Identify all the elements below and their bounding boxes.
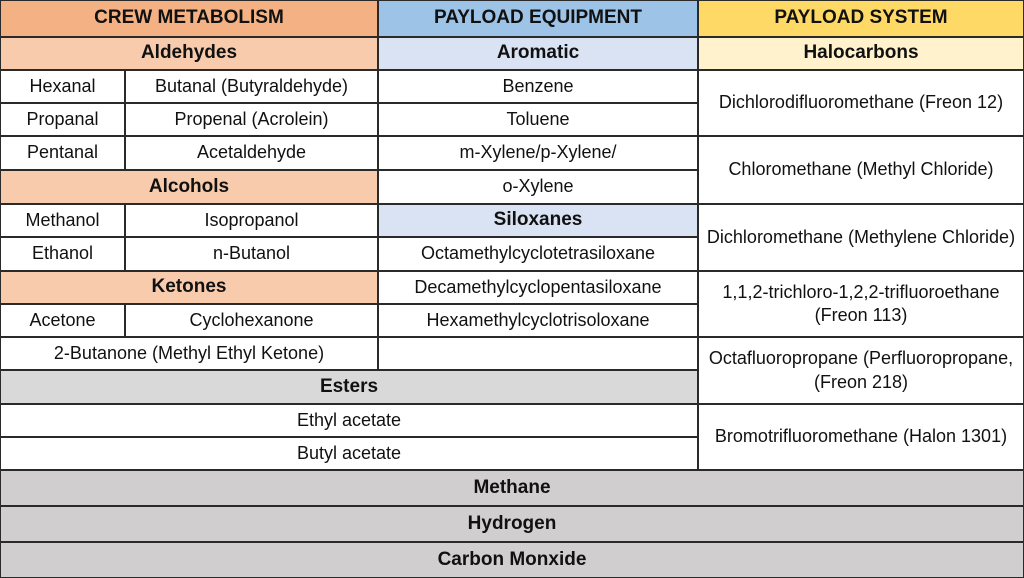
- aromatic-cell: Benzene: [378, 70, 698, 103]
- aromatic-heading: Aromatic: [378, 37, 698, 70]
- siloxane-cell: Decamethylcyclopentasiloxane: [378, 271, 698, 304]
- aldehydes-heading: Aldehydes: [0, 37, 378, 70]
- halocarbon-cell: 1,1,2-trichloro-1,2,2-trifluoroethane (Freon 113): [698, 271, 1024, 337]
- siloxane-cell: Octamethylcyclotetrasiloxane: [378, 237, 698, 271]
- aldehyde-cell: Propanal: [0, 103, 125, 136]
- aldehyde-cell: Acetaldehyde: [125, 136, 378, 170]
- empty-cell: [378, 337, 698, 370]
- ketones-heading: Ketones: [0, 271, 378, 304]
- halocarbon-cell: Dichlorodifluoromethane (Freon 12): [698, 70, 1024, 136]
- aldehyde-cell: Pentanal: [0, 136, 125, 170]
- footer-row-hydrogen: Hydrogen: [0, 506, 1024, 542]
- alcohol-cell: Methanol: [0, 204, 125, 237]
- halocarbon-cell: Chloromethane (Methyl Chloride): [698, 136, 1024, 204]
- siloxanes-heading: Siloxanes: [378, 204, 698, 237]
- halocarbon-cell: Octafluoropropane (Perfluoropropane, (Freon 218): [698, 337, 1024, 404]
- halocarbon-cell: Bromotrifluoromethane (Halon 1301): [698, 404, 1024, 470]
- header-payload-system: PAYLOAD SYSTEM: [698, 0, 1024, 37]
- ketone-wide-cell: 2-Butanone (Methyl Ethyl Ketone): [0, 337, 378, 370]
- footer-row-methane: Methane: [0, 470, 1024, 506]
- halocarbons-heading: Halocarbons: [698, 37, 1024, 70]
- esters-heading: Esters: [0, 370, 698, 404]
- footer-row-carbon-monoxide: Carbon Monxide: [0, 542, 1024, 578]
- ester-cell: Butyl acetate: [0, 437, 698, 470]
- header-payload-equipment: PAYLOAD EQUIPMENT: [378, 0, 698, 37]
- siloxane-cell: Hexamethylcyclotrisoloxane: [378, 304, 698, 337]
- halocarbon-cell: Dichloromethane (Methylene Chloride): [698, 204, 1024, 271]
- aromatic-cell: o-Xylene: [378, 170, 698, 204]
- header-crew-metabolism: CREW METABOLISM: [0, 0, 378, 37]
- alcohol-cell: Isopropanol: [125, 204, 378, 237]
- aromatic-cell: Toluene: [378, 103, 698, 136]
- aldehyde-cell: Propenal (Acrolein): [125, 103, 378, 136]
- ketone-cell: Acetone: [0, 304, 125, 337]
- aromatic-cell: m-Xylene/p-Xylene/: [378, 136, 698, 170]
- alcohol-cell: n-Butanol: [125, 237, 378, 271]
- alcohols-heading: Alcohols: [0, 170, 378, 204]
- ester-cell: Ethyl acetate: [0, 404, 698, 437]
- aldehyde-cell: Butanal (Butyraldehyde): [125, 70, 378, 103]
- aldehyde-cell: Hexanal: [0, 70, 125, 103]
- alcohol-cell: Ethanol: [0, 237, 125, 271]
- ketone-cell: Cyclohexanone: [125, 304, 378, 337]
